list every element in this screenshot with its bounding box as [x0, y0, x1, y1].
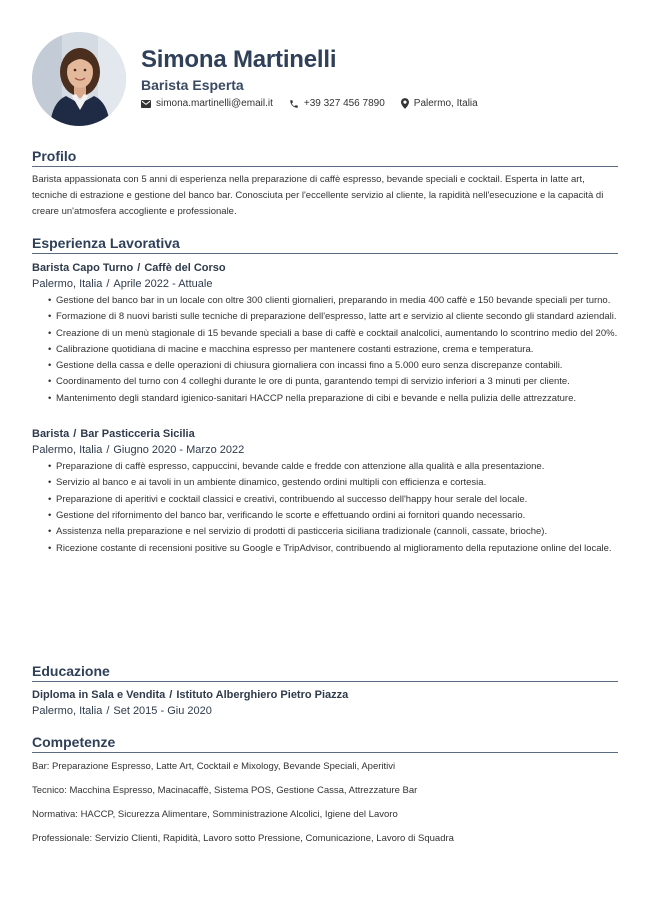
skill-line: Normativa: HACCP, Sicurezza Alimentare, Somministrazione Alcolici, Igiene del Lavoro	[32, 809, 398, 820]
job-role: Barista	[32, 428, 70, 441]
job-bullets	[32, 459, 618, 557]
skill-line: Bar: Preparazione Espresso, Latte Art, Cocktail e Mixology, Bevande Speciali, Aperitivi	[32, 761, 396, 772]
contact-phone[interactable]	[289, 98, 385, 109]
bullet-item: • Gestione della cassa e delle operazioni di chiusura giornaliera con incassi fino a 5.000 euro senza discrepanze contabili.	[48, 358, 618, 374]
job-bullets	[32, 293, 618, 407]
separator: /	[106, 705, 110, 717]
bullet-item: • Formazione di 8 nuovi baristi sulle tecniche di preparazione dell'espresso, latte art e servizio al cliente secondo gli standard aziendali.	[48, 309, 618, 325]
profile-section	[32, 147, 618, 221]
job-place: Palermo, Italia	[32, 444, 103, 457]
separator: /	[137, 262, 141, 274]
profile-heading: Profilo	[32, 147, 618, 167]
skills-heading: Competenze	[32, 733, 618, 753]
bullet-item: • Calibrazione quotidiana di macine e macchina espresso per mantenere costanti estrazione, crema e temperatura.	[48, 342, 618, 358]
job-meta-line	[32, 442, 618, 458]
location-icon	[401, 98, 409, 109]
candidate-title: Barista Esperta	[141, 77, 244, 93]
profile-photo-icon	[32, 32, 126, 126]
phone-text: +39 327 456 7890	[303, 98, 385, 109]
bullet-item: • Ricezione costante di recensioni positive su Google e TripAdvisor, contribuendo al miglioramento della reputazione online del locale.	[48, 541, 618, 557]
email-icon	[141, 100, 151, 108]
email-text: simona.martinelli@email.it	[156, 98, 273, 109]
bullet-item: • Assistenza nella preparazione e nel servizio di prodotti di pasticceria siciliana tradizionale (cannoli, cassate, brioche).	[48, 524, 618, 540]
skill-line: Professionale: Servizio Clienti, Rapidità, Lavoro sotto Pressione, Comunicazione, Lavoro di Squadra	[32, 833, 454, 844]
bullet-item: • Preparazione di aperitivi e cocktail classici e creativi, contribuendo al successo dell'happy hour serale del locale.	[48, 492, 618, 508]
education-heading: Educazione	[32, 662, 618, 682]
bullet-item: • Mantenimento degli standard igienico-sanitari HACCP nella preparazione di cibi e bevande e nella pulizia delle attrezzature.	[48, 391, 618, 407]
candidate-name: Simona Martinelli	[141, 46, 337, 73]
education-degree: Diploma in Sala e Vendita	[32, 689, 166, 701]
job-entry	[32, 261, 618, 407]
job-place: Palermo, Italia	[32, 278, 103, 290]
education-section	[32, 662, 618, 720]
education-period: Set 2015 - Giu 2020	[113, 705, 212, 717]
bullet-item: • Creazione di un menù stagionale di 15 bevande speciali a base di caffè e cocktail analcolici, aumentando lo scontrino medio del 20%.	[48, 326, 618, 342]
education-meta-line	[32, 703, 618, 719]
education-place: Palermo, Italia	[32, 705, 103, 717]
bullet-item: • Preparazione di caffè espresso, cappuccini, bevande calde e fredde con attenzione alla qualità e alla presentazione.	[48, 459, 618, 475]
skill-line: Tecnico: Macchina Espresso, Macinacaffè, Sistema POS, Gestione Cassa, Attrezzature Bar	[32, 785, 418, 796]
job-company: Caffè del Corso	[144, 262, 226, 274]
separator: /	[169, 689, 173, 701]
separator: /	[73, 428, 77, 441]
resume-header	[32, 32, 618, 126]
skills-section	[32, 733, 618, 845]
job-meta-line	[32, 276, 618, 292]
bullet-item: • Gestione del rifornimento del banco bar, verificando le scorte e effettuando ordini ai fornitori quando necessario.	[48, 508, 618, 524]
experience-section	[32, 234, 618, 557]
education-school: Istituto Alberghiero Pietro Piazza	[176, 689, 349, 701]
job-role: Barista Capo Turno	[32, 262, 134, 274]
job-period: Giugno 2020 - Marzo 2022	[113, 444, 245, 457]
avatar	[32, 32, 126, 126]
education-title-line	[32, 688, 618, 703]
separator: /	[106, 278, 110, 290]
contact-location	[401, 98, 478, 109]
bullet-item: • Servizio al banco e ai tavoli in un ambiente dinamico, gestendo ordini multipli con efficienza e cortesia.	[48, 475, 618, 491]
job-period: Aprile 2022 - Attuale	[113, 278, 213, 290]
separator: /	[106, 444, 110, 457]
bullet-item: • Gestione del banco bar in un locale con oltre 300 clienti giornalieri, preparando in media 400 caffè e 150 bevande speciali per turno.	[48, 293, 618, 309]
profile-text: Barista appassionata con 5 anni di esperienza nella preparazione di caffè espresso, bevande speciali e cocktail. Esperta in latte art, tecniche di estrazione e gestione del banco bar. Conosciuta per l'eccellente servizio al cliente, la rapidità nell'esecuzione e la capacità di creare un'atmosfera accogliente e professionale.	[32, 174, 604, 218]
location-text: Palermo, Italia	[413, 98, 478, 109]
job-title-line	[32, 261, 618, 276]
job-entry	[32, 427, 618, 557]
bullet-item: • Coordinamento del turno con 4 colleghi durante le ore di punta, garantendo tempi di servizio inferiori a 3 minuti per cliente.	[48, 374, 618, 390]
contact-info	[141, 98, 478, 109]
job-title-line	[32, 427, 618, 442]
experience-heading: Esperienza Lavorativa	[32, 234, 618, 254]
job-company: Bar Pasticceria Sicilia	[80, 428, 195, 441]
contact-email[interactable]	[141, 98, 273, 109]
phone-icon	[289, 99, 299, 109]
